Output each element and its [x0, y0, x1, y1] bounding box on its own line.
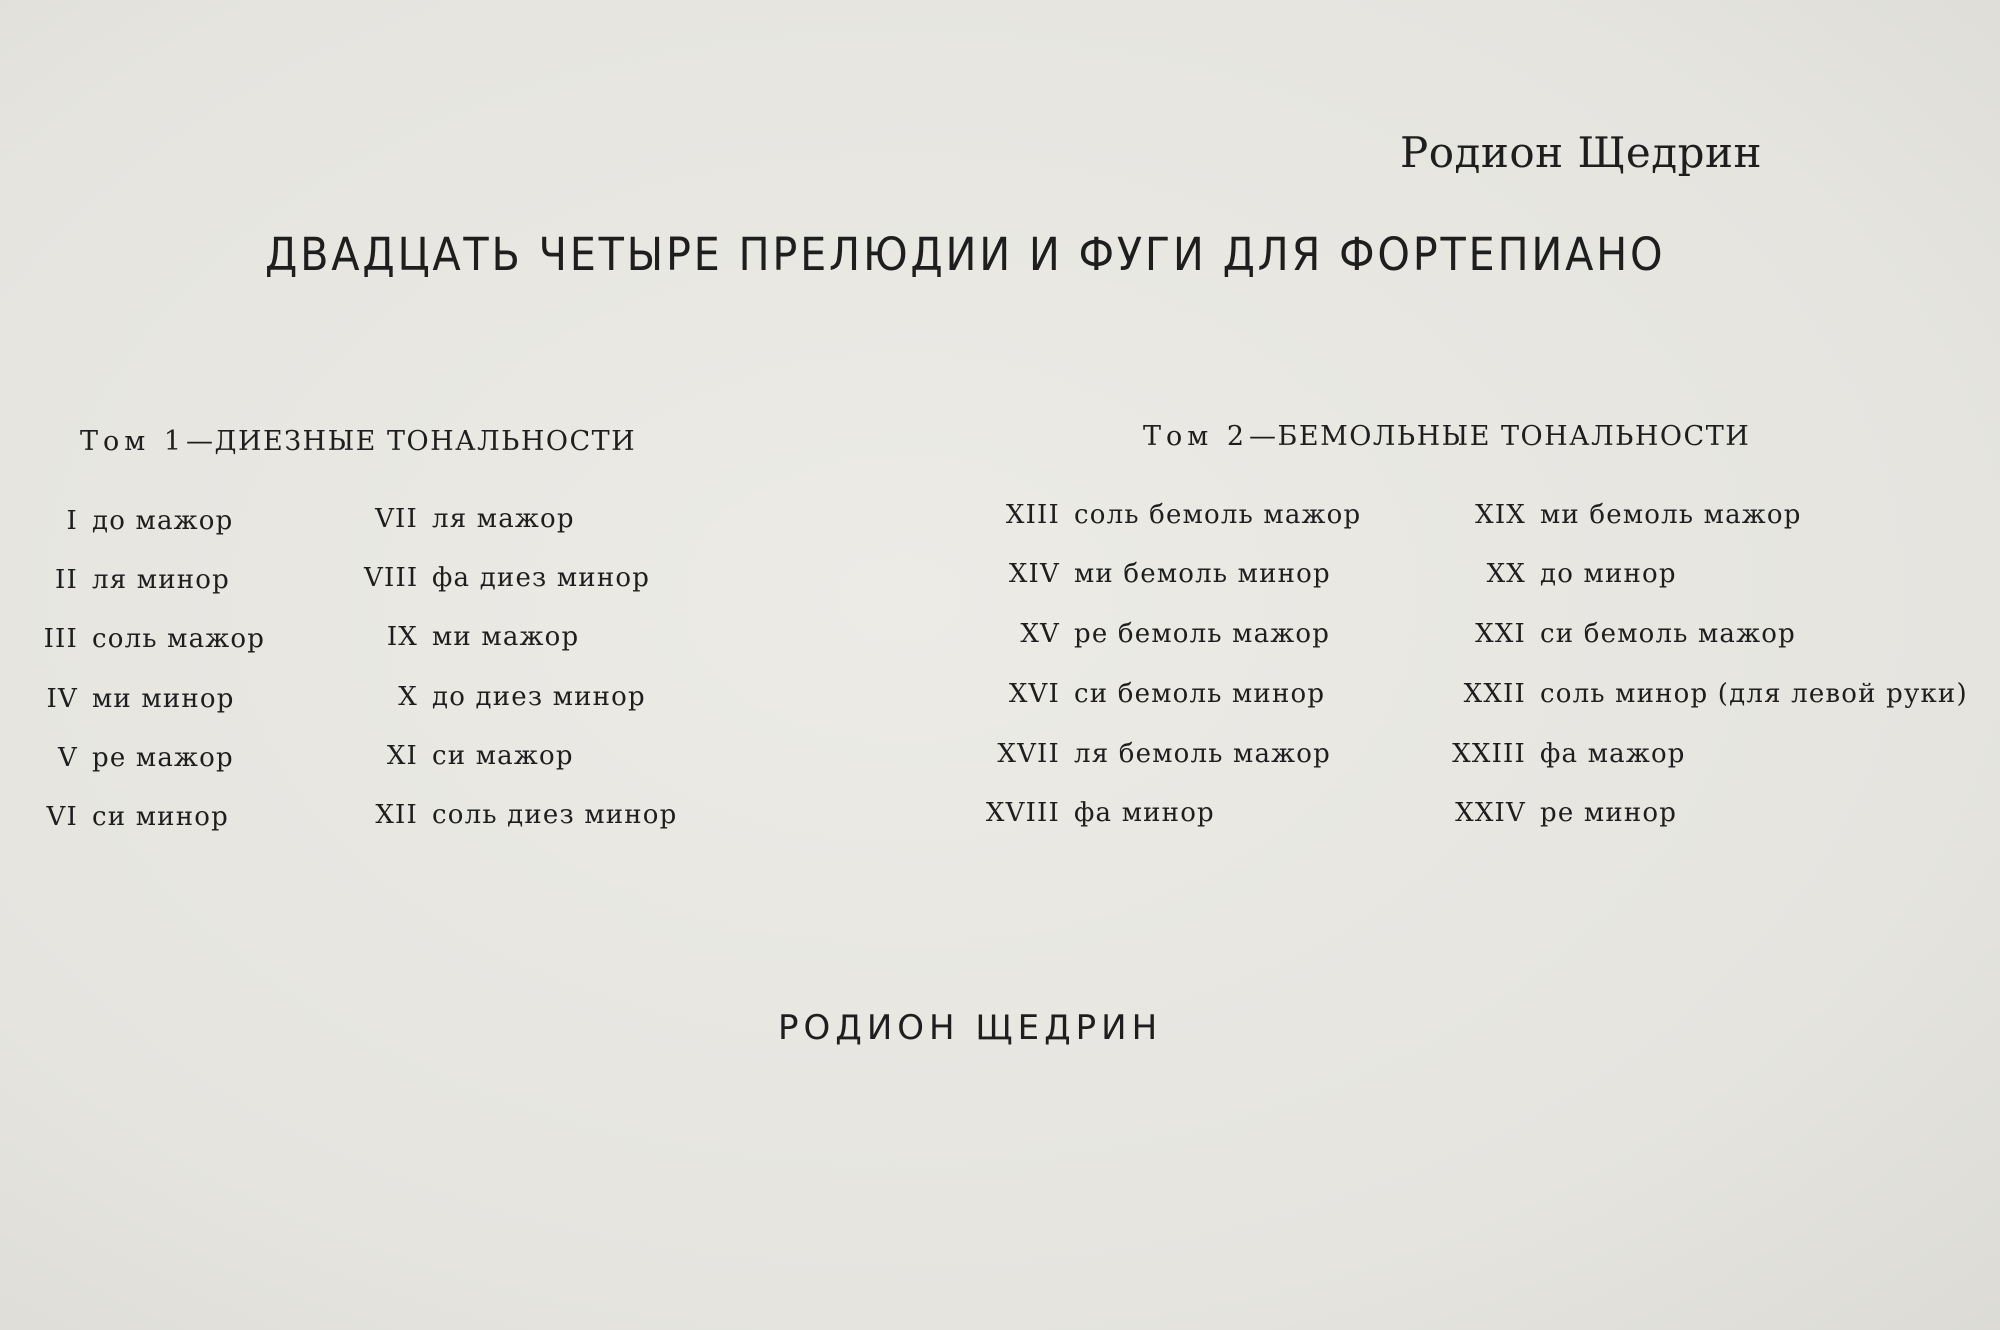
item-key: ля бемоль мажор	[1074, 739, 1331, 769]
volume2-tom: Том 2	[1143, 421, 1250, 452]
list-item	[976, 619, 1330, 649]
footer-composer-name: РОДИОН ЩЕДРИН	[778, 1008, 1163, 1048]
list-item	[976, 500, 1361, 530]
item-key: ре бемоль мажор	[1074, 619, 1331, 649]
item-key: до диез минор	[432, 682, 646, 712]
list-item	[1440, 559, 1677, 589]
item-number: V	[58, 743, 78, 773]
item-number: XVIII	[985, 798, 1060, 828]
composer-name: Родион Щедрин	[1399, 128, 1762, 177]
list-item	[364, 741, 574, 771]
item-number: XVII	[997, 739, 1060, 769]
item-key: ми мажор	[432, 622, 580, 652]
item-key: фа мажор	[1540, 739, 1686, 769]
item-number: X	[398, 682, 418, 712]
list-item	[40, 802, 229, 832]
item-key: ля мажор	[432, 504, 575, 534]
work-title: ДВАДЦАТЬ ЧЕТЫРЕ ПРЕЛЮДИИ И ФУГИ ДЛЯ ФОРТЕПИАНО	[265, 228, 1666, 281]
item-key: фа диез минор	[432, 563, 651, 593]
item-key: соль диез минор	[432, 800, 678, 830]
list-item	[40, 684, 235, 714]
item-number: I	[66, 506, 78, 536]
item-number: XI	[386, 741, 418, 771]
volume1-label: ДИЕЗНЫЕ ТОНАЛЬНОСТИ	[214, 426, 637, 457]
item-key: до мажор	[92, 506, 234, 536]
item-number: II	[55, 565, 78, 595]
item-key: си бемоль мажор	[1540, 619, 1796, 649]
volume1-tom: Том 1	[80, 426, 187, 457]
item-key: ми минор	[92, 684, 235, 714]
item-key: ре минор	[1540, 798, 1678, 828]
list-item	[1440, 739, 1686, 769]
volume2-dash: —	[1249, 421, 1278, 452]
item-key: ми бемоль минор	[1074, 559, 1331, 589]
item-key: си минор	[92, 802, 229, 832]
item-number: XXIII	[1452, 739, 1526, 769]
item-number: XIV	[1008, 559, 1060, 589]
item-number: XIII	[1005, 500, 1060, 530]
volume1-dash: —	[186, 426, 215, 457]
list-item	[364, 563, 650, 593]
item-key: ре мажор	[92, 743, 234, 773]
list-item	[976, 798, 1215, 828]
list-item	[40, 624, 265, 654]
item-number: XXI	[1475, 619, 1526, 649]
item-number: XII	[375, 800, 418, 830]
item-key: ми бемоль мажор	[1540, 500, 1802, 530]
list-item	[40, 743, 234, 773]
item-key: си бемоль минор	[1074, 679, 1326, 709]
item-key: до минор	[1540, 559, 1677, 589]
item-key: ля минор	[92, 565, 230, 595]
volume1-heading	[80, 426, 636, 457]
volume2-heading	[1143, 421, 1750, 452]
item-number: VIII	[364, 563, 419, 593]
item-key: соль бемоль мажор	[1074, 500, 1362, 530]
item-number: III	[43, 624, 78, 654]
item-number: VII	[375, 504, 418, 534]
list-item	[976, 559, 1331, 589]
list-item	[364, 682, 646, 712]
item-key: фа минор	[1074, 798, 1215, 828]
volume2-label: БЕМОЛЬНЫЕ ТОНАЛЬНОСТИ	[1277, 421, 1751, 452]
item-number: IV	[46, 684, 78, 714]
list-item	[364, 504, 575, 534]
item-number: XVI	[1008, 679, 1060, 709]
item-number: XXIV	[1455, 798, 1526, 828]
item-key: соль мажор	[92, 624, 266, 654]
item-number: XX	[1486, 559, 1526, 589]
list-item	[40, 506, 233, 536]
list-item	[976, 679, 1325, 709]
item-key: соль минор (для левой руки)	[1540, 679, 1968, 709]
list-item	[1440, 619, 1796, 649]
item-number: XIX	[1475, 500, 1526, 530]
item-key: си мажор	[432, 741, 574, 771]
list-item	[1440, 679, 1968, 709]
list-item	[364, 800, 678, 830]
item-number: VI	[46, 802, 78, 832]
list-item	[40, 565, 230, 595]
list-item	[1440, 798, 1677, 828]
list-item	[1440, 500, 1802, 530]
list-item	[976, 739, 1331, 769]
list-item	[364, 622, 579, 652]
item-number: IX	[386, 622, 418, 652]
item-number: XV	[1020, 619, 1060, 649]
item-number: XXII	[1463, 679, 1526, 709]
